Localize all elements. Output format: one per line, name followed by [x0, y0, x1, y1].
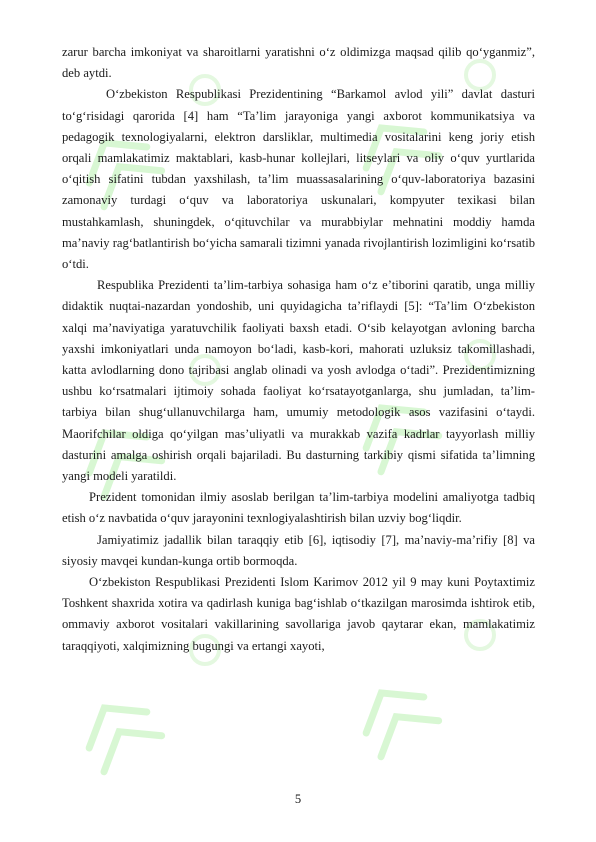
body-text	[62, 42, 535, 657]
paragraph: Prezident tomonidan ilmiy asoslab berilgan ta’lim-tarbiya modelini amaliyotga tadbiq etish o‘z navbatida o‘quv jarayonini texnlogiyalashtirish bilan uzviy bog‘liqdir.	[62, 490, 535, 526]
paragraph: O‘zbekiston Respublikasi Prezidenti Islom Karimov 2012 yil 9 may kuni Poytaxtimiz Toshkent shaxrida xotira va qadirlash kuniga bag‘ishlab o‘tkazilgan marosimda ishtirok etib, ommaviy axborot vositalari vakillarining savollariga javob qaytarar ekan, mamlakatimiz taraqqiyoti, xalqimizning bugungi va ertangi xayoti,	[62, 575, 535, 653]
page-number: 5	[294, 792, 302, 806]
paragraph: zarur barcha imkoniyat va sharoitlarni yaratishni o‘z oldimizga maqsad qilib qo‘yganmiz”, deb aytdi.	[62, 45, 535, 81]
paragraph: Jamiyatimiz jadallik bilan taraqqiy etib [6], iqtisodiy [7], ma’naviy-ma’rifiy [8] va siyosiy mavqei kundan-kunga ortib bormoqda.	[62, 532, 535, 568]
paragraph: Respublika Prezidenti ta’lim-tarbiya sohasiga ham o‘z e’tiborini qaratib, unga milliy didaktik nuqtai-nazardan yondoshib, uni quyidagicha ta’riflaydi [5]: “Ta’lim O‘zbekiston xalqi ma’naviyatiga yaratuvchilik faoliyati baxsh etadi. O‘sib kelayotgan avloning barcha yaxshi imkoniyatlari unda namoyon bo‘ladi, kasb-kori, mahorati uzluksiz takomillashadi, katta avlodlarning dono tajribasi anglab olinadi va yosh avlodga o‘tadi”. Prezidentimizning ushbu ko‘rsatmalari ijtimoiy sohada faoliyat ko‘rsatayotganlarga, shu jumladan, ta’lim-tarbiya bilan shug‘ullanuvchilarga ham, umumiy metodologik asos vazifasini o‘taydi. Maorifchilar oldiga qo‘yilgan mas’uliyatli va murakkab vazifa kadrlar tayyorlash milliy dasturini amalga oshirish orqali bajariladi. Bu dasturning tarkibiy qismi sifatida ta’limning yangi modeli yaratildi.	[62, 278, 535, 484]
paragraph: O‘zbekiston Respublikasi Prezidentining “Barkamol avlod yili” davlat dasturi to‘g‘risidagi qarorida [4] ham “Ta’lim jarayoniga yangi axborot kommunikatsiya va pedagogik texnologiyalarni, elektron darsliklar, multimedia vositalarini keng joriy etish orqali mamlakatimiz maktablari, kasb-hunar kollejlari, litseylari va oliy o‘quv yurtlarida o‘qitish sifatini tubdan yaxshilash, ta’lim muassasalarining o‘quv-laboratoriya bazasini zamonaviy turdagi o‘quv va laboratoriya uskunalari, kompyuter texikasi bilan mustahkamlash, shuningdek, o‘qituvchilar va murabbiylar mehnatini moddiy hamda ma’naviy rag‘batlantirish bo‘yicha samarali tizimni yanada rivojlantirish lozimligini ko‘rsatib o‘tdi.	[62, 87, 535, 272]
